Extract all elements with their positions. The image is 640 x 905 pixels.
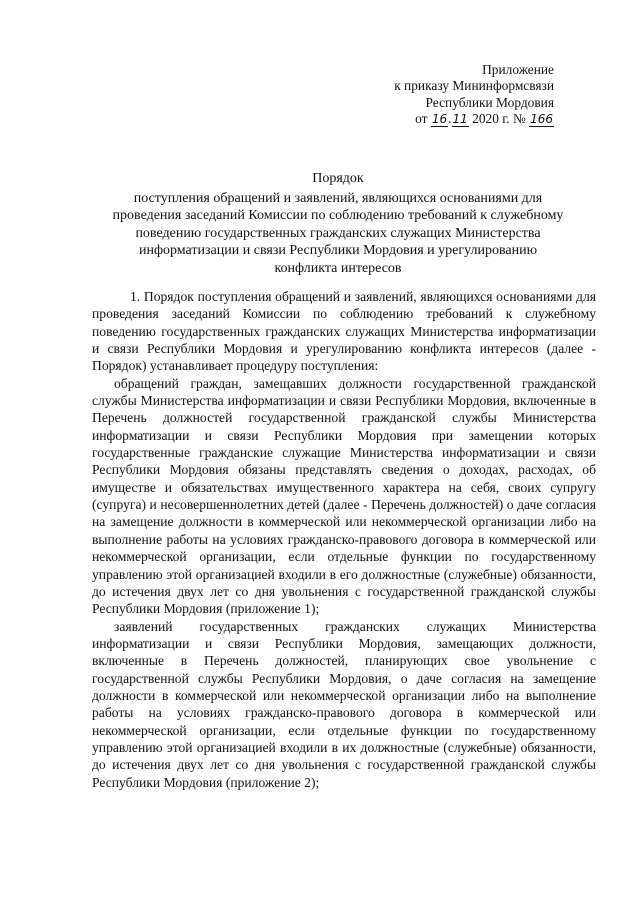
title-heading: Порядок xyxy=(312,171,364,186)
paragraph-1: 1. Порядок поступления обращений и заявлений, являющихся основаниями для проведения заседаний Комиссии по соблюдению требований к служебному поведению государственных гражданских служащих Министерства информатизации и связи Республики Мордовия и урегулированию конфликта интересов (далее - Порядок) устанавливает процедуру поступления: xyxy=(92,289,596,374)
title-line-3: поведению государственных гражданских служащих Министерства xyxy=(135,225,541,241)
date-month-handwritten: 11 xyxy=(452,112,468,127)
appendix-order-ref: к приказу Мининформсвязи xyxy=(394,78,554,94)
date-prefix: от xyxy=(415,111,428,127)
title-line-4: информатизации и связи Республики Мордовия и урегулированию xyxy=(138,243,538,259)
appendix-block xyxy=(324,62,554,128)
title-line-1: поступления обращений и заявлений, являющихся основаниями для xyxy=(133,190,543,206)
title-line-5: конфликта интересов xyxy=(274,260,402,276)
date-year-number-label: 2020 г. № xyxy=(472,111,526,127)
paragraph-2: обращений граждан, замещавших должности государственной гражданской службы Министерства информатизации и связи Республики Мордовия, включенные в Перечень должностей государственной гражданской службы Министерства информатизации и связи Республики Мордовия при замещении которых государственные гражданские служащие Министерства информатизации и связи Республики Мордовия обязаны представлять сведения о доходах, расходах, об имуществе и обязательствах имущественного характера на себя, своих супругу (супруга) и несовершеннолетних детей (далее - Перечень должностей) о даче согласия на замещение должности в коммерческой или некоммерческой организации либо на выполнение работы на условиях гражданско-правового договора в коммерческой или некоммерческой организации, если отдельные функции по государственному управлению этой организацией входили в его должностные (служебные) обязанности, до истечения двух лет со дня увольнения с государственной гражданской службы Республики Мордовия (приложение 1); xyxy=(92,375,596,617)
appendix-date-line: от 16.11 2020 г. № 166 xyxy=(415,111,553,127)
appendix-region: Республики Мордовия xyxy=(425,94,554,110)
appendix-label: Приложение xyxy=(482,62,554,77)
title-line-2: проведения заседаний Комиссии по соблюдению требований к служебному xyxy=(112,208,564,224)
document-title xyxy=(88,170,588,278)
paragraph-3: заявлений государственных гражданских служащих Министерства информатизации и связи Республики Мордовия, замещающих должности, включенные в Перечень должностей, планирующих свое увольнение с государственной службы Республики Мордовия, о даче согласия на замещение должности в коммерческой или некоммерческой организации либо на выполнение работы на условиях гражданско-правового договора в коммерческой или некоммерческой организации, если отдельные функции по государственному управлению этой организацией входили в их должностные (служебные) обязанности, до истечения двух лет со дня увольнения с государственной гражданской службы Республики Мордовия (приложение 2); xyxy=(92,618,596,790)
order-number-handwritten: 166 xyxy=(530,112,553,127)
document-body xyxy=(92,288,596,791)
date-day-handwritten: 16 xyxy=(431,112,448,127)
